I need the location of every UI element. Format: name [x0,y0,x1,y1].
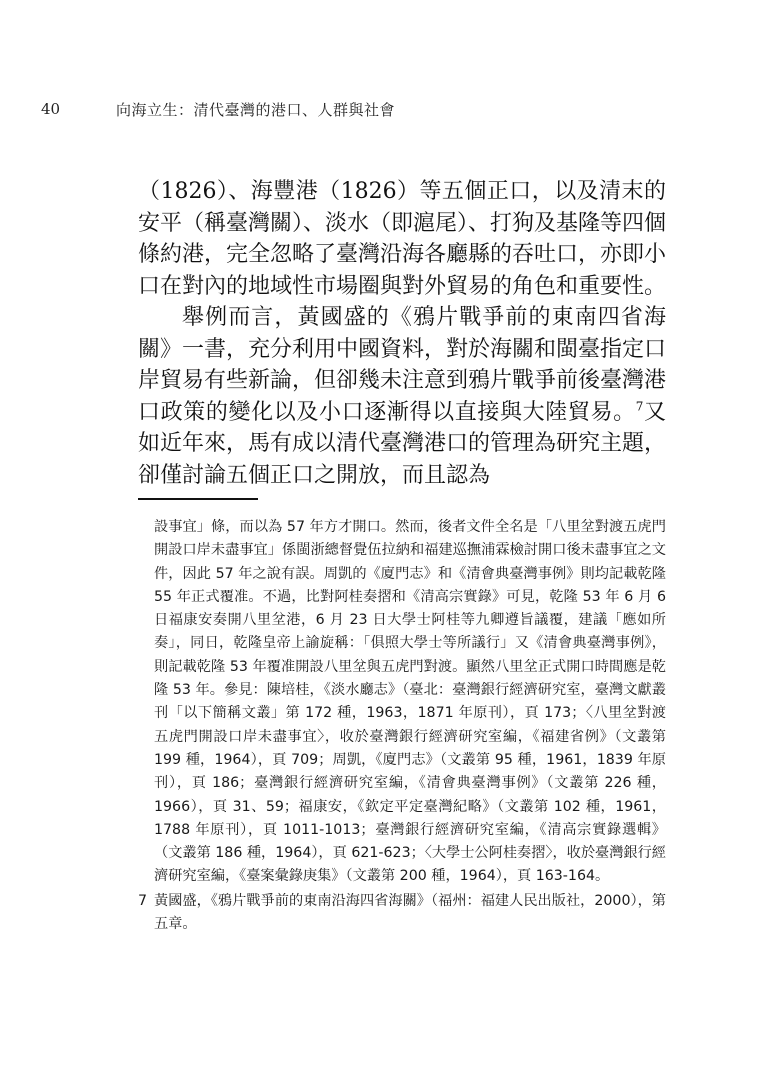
page-number: 40 [41,100,61,118]
body-paragraph-1: （1826）、海豐港（1826）等五個正口，以及清末的安平（稱臺灣關）、淡水（即滬尾）、打狗及基隆等四個條約港，完全忽略了臺灣沿海各廳縣的吞吐口，亦即小口在對內的地域性市場圈與對外貿易的角色和重要性。 [138,179,667,299]
footnote-ref-7[interactable]: 7 [635,399,644,414]
footnote-7-text: 黃國盛，《鴉片戰爭前的東南沿海四省海關》（福州：福建人民出版社，2000），第五章。 [154,892,666,933]
running-header [0,100,768,130]
running-title: 向海立生：清代臺灣的港口、人群與社會 [116,101,396,119]
footnotes-section [138,516,666,936]
body-paragraph-2 [138,302,666,491]
body-paragraph-2-part-1: 舉例而言，黃國盛的《鴉片戰爭前的東南四省海關》一書，充分利用中國資料，對於海關和閩臺指定口岸貿易有些新論，但卻幾未注意到鴉片戰爭前後臺灣港口政策的變化以及小口逐漸得以直接與大陸貿易。 [138,305,667,425]
footnote-continuation: 設事宜」條，而以為 57 年方才開口。然而，後者文件全名是「八里坌對渡五虎門開設口岸未盡事宜」係閩浙總督覺伍拉納和福建巡撫浦霖檢討開口後未盡事宜之文件，因此 57 年之說有誤。周凱的《廈門志》和《清會典臺灣事例》則均記載乾隆 55 年正式覆准。不過，比對阿桂奏摺和《清高宗實錄》可見，乾隆 53 年 6 月 6 日福康安奏開八里坌港，6 月 23 日大學士阿桂等九卿遵旨議覆，建議「應如所奏」，同日，乾隆皇帝上諭旋稱：「俱照大學士等所議行」又《清會典臺灣事例》，則記載乾隆 53 年覆准開設八里坌與五虎門對渡。顯然八里坌正式開口時間應是乾隆 53 年。參見：陳培桂，《淡水廳志》（臺北：臺灣銀行經濟研究室，臺灣文獻叢刊「以下簡稱文叢」第 172 種，1963，1871 年原刊），頁 173；〈八里坌對渡五虎門開設口岸未盡事宜〉，收於臺灣銀行經濟研究室編，《福建省例》（文叢第 199 種，1964），頁 709；周凱，《廈門志》（文叢第 95 種，1961，1839 年原刊），頁 186；臺灣銀行經濟研究室編，《清會典臺灣事例》（文叢第 226 種，1966），頁 31、59；福康安，《欽定平定臺灣紀略》（文叢第 102 種，1961，1788 年原刊），頁 1011-1013；臺灣銀行經濟研究室編，《清高宗實錄選輯》（文叢第 186 種，1964），頁 621-623；〈大學士公阿桂奏摺〉，收於臺灣銀行經濟研究室編，《臺案彙錄庚集》（文叢第 200 種，1964），頁 163-164。 [154,519,666,885]
footnote-separator [138,498,258,500]
body-paragraph-2-part-2: 又如近年來，馬有成以清代臺灣港口的管理為研究主題，卻僅討論五個正口之開放，而且認為 [138,399,667,488]
footnote-7-number: 7 [138,892,148,909]
main-body-text [138,176,666,491]
footnote-7 [138,890,666,937]
